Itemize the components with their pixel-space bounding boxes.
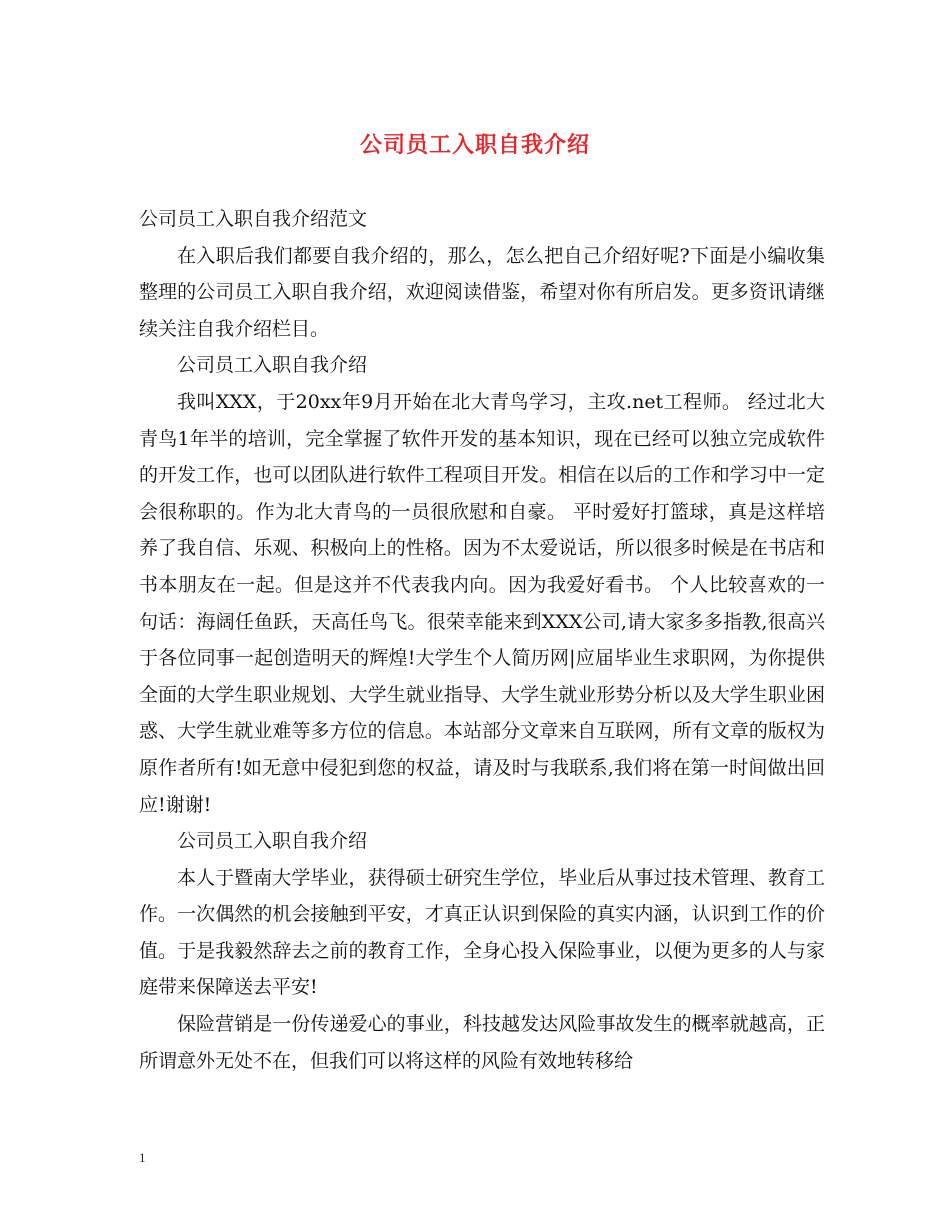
paragraph: 保险营销是一份传递爱心的事业，科技越发达风险事故发生的概率就越高，正所谓意外无处不在，但我们可以将这样的风险有效地转移给: [139, 1013, 825, 1072]
paragraph: 本人于暨南大学毕业，获得硕士研究生学位，毕业后从事过技术管理、教育工作。一次偶然的机会接触到平安，才真正认识到保险的真实内涵，认识到工作的价值。于是我毅然辞去之前的教育工作，全身心投入保险事业，以便为更多的人与家庭带来保障送去平安!: [139, 866, 825, 999]
document-body: [139, 201, 825, 1079]
paragraph: 公司员工入职自我介绍范文: [139, 208, 368, 230]
section-heading: 公司员工入职自我介绍: [177, 830, 368, 853]
page-number: 1: [139, 1150, 146, 1165]
paragraph: 在入职后我们都要自我介绍的，那么，怎么把自己介绍好呢?下面是小编收集整理的公司员工入职自我介绍，欢迎阅读借鉴，希望对你有所启发。更多资讯请继续关注自我介绍栏目。: [139, 244, 825, 340]
section-heading: 公司员工入职自我介绍: [177, 354, 368, 377]
document-title: 公司员工入职自我介绍: [359, 132, 590, 158]
paragraph: 我叫XXX，于20xx年9月开始在北大青鸟学习，主攻.net工程师。 经过北大青鸟1年半的培训，完全掌握了软件开发的基本知识，现在已经可以独立完成软件的开发工作，也可以团队进行软件工程项目开发。相信在以后的工作和学习中一定会很称职的。作为北大青鸟的一员很欣慰和自豪。 平时爱好打篮球，真是这样培养了我自信、乐观、积极向上的性格。因为不太爱说话，所以很多时候是在书店和书本朋友在一起。但是这并不代表我内向。因为我爱好看书。 个人比较喜欢的一句话：海阔任鱼跃，天高任鸟飞。很荣幸能来到XXX公司,请大家多多指教,很高兴于各位同事一起创造明天的辉煌!大学生个人简历网|应届毕业生求职网，为你提供全面的大学生职业规划、大学生就业指导、大学生就业形势分析以及大学生职业困惑、大学生就业难等多方位的信息。本站部分文章来自互联网，所有文章的版权为原作者所有!如无意中侵犯到您的权益，请及时与我联系,我们将在第一时间做出回应!谢谢!: [139, 390, 825, 816]
